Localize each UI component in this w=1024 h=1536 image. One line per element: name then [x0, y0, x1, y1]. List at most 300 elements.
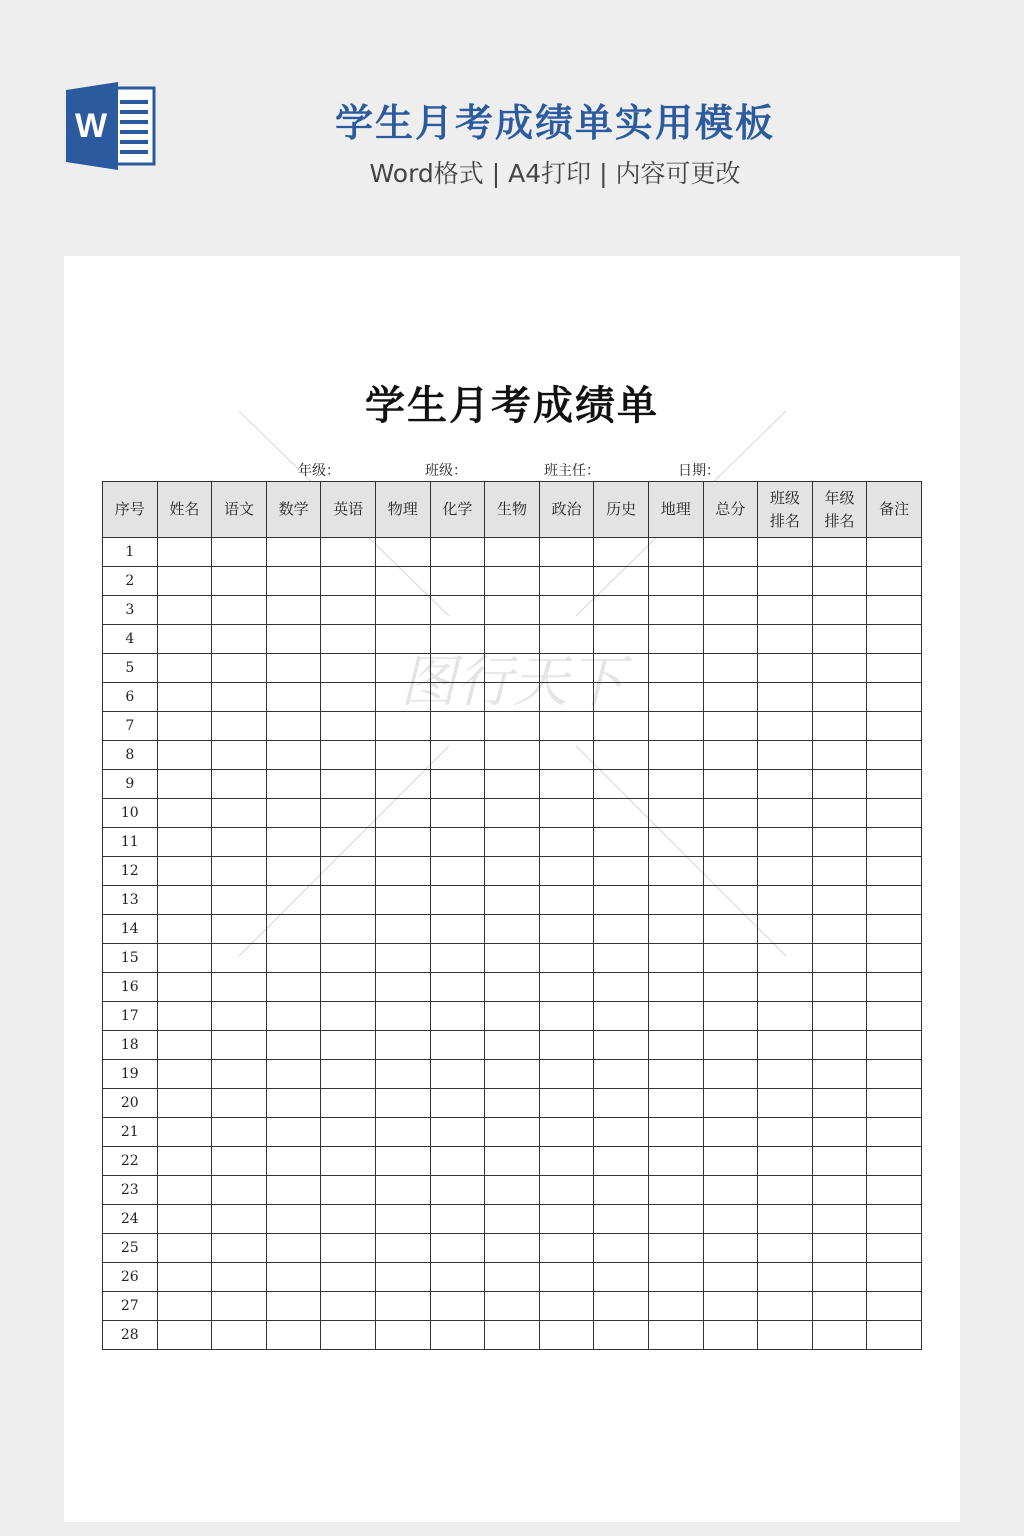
- table-cell: [648, 886, 703, 915]
- column-header-line: 班级: [769, 488, 800, 507]
- table-cell: [430, 973, 485, 1002]
- table-cell: [375, 683, 430, 712]
- table-cell: [375, 741, 430, 770]
- table-cell: [485, 625, 540, 654]
- table-cell: [321, 770, 376, 799]
- grade-label: 年级：: [298, 463, 340, 479]
- table-cell: [703, 712, 758, 741]
- table-cell: [485, 1205, 540, 1234]
- column-header: 语文: [212, 482, 267, 538]
- table-cell: [539, 625, 594, 654]
- table-cell: [212, 1031, 267, 1060]
- table-cell: [812, 915, 867, 944]
- table-cell: [430, 1118, 485, 1147]
- table-row: [103, 538, 922, 567]
- table-cell: [485, 944, 540, 973]
- table-cell: [157, 538, 212, 567]
- table-cell: [266, 1205, 321, 1234]
- table-cell: [430, 596, 485, 625]
- table-cell: [594, 857, 649, 886]
- table-cell: [430, 1321, 485, 1350]
- table-cell: [430, 567, 485, 596]
- table-cell: [212, 1060, 267, 1089]
- table-cell: [430, 1060, 485, 1089]
- row-number: 28: [103, 1321, 158, 1350]
- table-cell: [758, 828, 813, 857]
- table-cell: [594, 1060, 649, 1089]
- table-cell: [321, 596, 376, 625]
- table-cell: [648, 1263, 703, 1292]
- table-cell: [539, 1292, 594, 1321]
- table-cell: [867, 1292, 922, 1321]
- table-cell: [867, 1089, 922, 1118]
- table-row: [103, 1002, 922, 1031]
- table-cell: [266, 1002, 321, 1031]
- table-cell: [157, 1234, 212, 1263]
- row-number: 16: [103, 973, 158, 1002]
- table-cell: [539, 770, 594, 799]
- table-cell: [212, 1263, 267, 1292]
- row-number: 19: [103, 1060, 158, 1089]
- table-cell: [867, 915, 922, 944]
- table-cell: [266, 538, 321, 567]
- table-cell: [703, 770, 758, 799]
- table-cell: [703, 625, 758, 654]
- table-cell: [594, 683, 649, 712]
- table-cell: [867, 1060, 922, 1089]
- table-cell: [539, 596, 594, 625]
- table-cell: [266, 596, 321, 625]
- table-cell: [157, 1118, 212, 1147]
- table-cell: [485, 596, 540, 625]
- table-cell: [867, 828, 922, 857]
- table-cell: [758, 1002, 813, 1031]
- table-cell: [812, 1031, 867, 1060]
- table-cell: [321, 538, 376, 567]
- table-row: [103, 741, 922, 770]
- table-cell: [648, 944, 703, 973]
- table-cell: [594, 1205, 649, 1234]
- table-cell: [157, 799, 212, 828]
- table-cell: [375, 973, 430, 1002]
- table-cell: [375, 538, 430, 567]
- table-cell: [375, 1205, 430, 1234]
- table-cell: [867, 625, 922, 654]
- column-header-line: 年级: [824, 488, 855, 507]
- table-cell: [648, 915, 703, 944]
- table-cell: [375, 1292, 430, 1321]
- row-number: 5: [103, 654, 158, 683]
- table-cell: [375, 915, 430, 944]
- table-cell: [430, 1292, 485, 1321]
- table-cell: [594, 828, 649, 857]
- table-cell: [867, 1176, 922, 1205]
- table-cell: [321, 1002, 376, 1031]
- table-cell: [812, 886, 867, 915]
- table-row: [103, 625, 922, 654]
- table-cell: [867, 886, 922, 915]
- table-cell: [212, 1147, 267, 1176]
- table-cell: [212, 1118, 267, 1147]
- table-cell: [212, 1176, 267, 1205]
- table-cell: [594, 799, 649, 828]
- table-cell: [648, 1002, 703, 1031]
- table-cell: [266, 1118, 321, 1147]
- table-cell: [375, 1263, 430, 1292]
- table-cell: [212, 828, 267, 857]
- row-number: 6: [103, 683, 158, 712]
- table-cell: [758, 1263, 813, 1292]
- table-cell: [703, 1292, 758, 1321]
- table-cell: [539, 1205, 594, 1234]
- table-cell: [375, 1176, 430, 1205]
- table-cell: [430, 538, 485, 567]
- table-cell: [594, 596, 649, 625]
- table-cell: [212, 741, 267, 770]
- table-row: [103, 654, 922, 683]
- table-cell: [212, 799, 267, 828]
- table-cell: [266, 741, 321, 770]
- table-cell: [758, 625, 813, 654]
- table-cell: [703, 1234, 758, 1263]
- table-cell: [867, 799, 922, 828]
- table-cell: [812, 1205, 867, 1234]
- table-cell: [648, 1118, 703, 1147]
- table-cell: [867, 973, 922, 1002]
- row-number: 22: [103, 1147, 158, 1176]
- table-cell: [812, 973, 867, 1002]
- table-cell: [430, 654, 485, 683]
- table-cell: [758, 1118, 813, 1147]
- table-cell: [758, 915, 813, 944]
- table-cell: [648, 1205, 703, 1234]
- table-cell: [485, 712, 540, 741]
- column-header-line: 排名: [824, 511, 855, 530]
- table-cell: [867, 1002, 922, 1031]
- table-cell: [375, 654, 430, 683]
- table-cell: [430, 1176, 485, 1205]
- table-cell: [485, 770, 540, 799]
- table-cell: [430, 1205, 485, 1234]
- table-row: [103, 712, 922, 741]
- table-cell: [266, 828, 321, 857]
- table-cell: [375, 1321, 430, 1350]
- table-cell: [812, 567, 867, 596]
- table-cell: [430, 944, 485, 973]
- table-cell: [758, 1292, 813, 1321]
- table-cell: [594, 1118, 649, 1147]
- table-cell: [321, 1118, 376, 1147]
- row-number: 25: [103, 1234, 158, 1263]
- table-row: [103, 1060, 922, 1089]
- table-cell: [157, 857, 212, 886]
- table-cell: [703, 1176, 758, 1205]
- table-cell: [157, 944, 212, 973]
- table-cell: [485, 1060, 540, 1089]
- table-cell: [812, 1118, 867, 1147]
- score-table: [102, 481, 922, 1350]
- table-cell: [703, 828, 758, 857]
- table-cell: [703, 886, 758, 915]
- table-cell: [212, 915, 267, 944]
- row-number: 21: [103, 1118, 158, 1147]
- table-cell: [375, 1118, 430, 1147]
- table-cell: [430, 799, 485, 828]
- table-cell: [867, 596, 922, 625]
- table-cell: [430, 1263, 485, 1292]
- table-cell: [375, 1234, 430, 1263]
- table-cell: [212, 1002, 267, 1031]
- table-cell: [430, 770, 485, 799]
- table-cell: [867, 1118, 922, 1147]
- table-cell: [648, 567, 703, 596]
- table-cell: [321, 1031, 376, 1060]
- table-cell: [157, 1292, 212, 1321]
- table-cell: [157, 973, 212, 1002]
- table-cell: [212, 596, 267, 625]
- table-cell: [812, 1089, 867, 1118]
- table-cell: [758, 973, 813, 1002]
- row-number: 24: [103, 1205, 158, 1234]
- table-cell: [321, 654, 376, 683]
- table-cell: [321, 857, 376, 886]
- table-cell: [157, 828, 212, 857]
- table-cell: [375, 1002, 430, 1031]
- table-cell: [812, 1147, 867, 1176]
- table-body: [103, 538, 922, 1350]
- table-cell: [758, 857, 813, 886]
- template-banner: [0, 0, 1024, 255]
- table-cell: [321, 973, 376, 1002]
- table-cell: [867, 741, 922, 770]
- table-cell: [758, 683, 813, 712]
- column-header: 备注: [867, 482, 922, 538]
- table-cell: [375, 886, 430, 915]
- table-cell: [485, 1118, 540, 1147]
- table-cell: [758, 596, 813, 625]
- table-cell: [812, 1060, 867, 1089]
- table-cell: [758, 1089, 813, 1118]
- table-cell: [812, 1321, 867, 1350]
- table-cell: [539, 654, 594, 683]
- table-cell: [648, 1060, 703, 1089]
- table-cell: [430, 886, 485, 915]
- table-cell: [212, 567, 267, 596]
- table-row: [103, 1176, 922, 1205]
- table-cell: [157, 1089, 212, 1118]
- table-cell: [430, 625, 485, 654]
- table-cell: [157, 1205, 212, 1234]
- column-header: 英语: [321, 482, 376, 538]
- row-number: 18: [103, 1031, 158, 1060]
- table-cell: [539, 915, 594, 944]
- table-cell: [321, 1292, 376, 1321]
- table-cell: [703, 1118, 758, 1147]
- table-cell: [266, 1292, 321, 1321]
- column-header: 姓名: [157, 482, 212, 538]
- table-cell: [648, 625, 703, 654]
- table-cell: [157, 1321, 212, 1350]
- table-cell: [812, 1263, 867, 1292]
- table-cell: [212, 1292, 267, 1321]
- table-row: [103, 799, 922, 828]
- table-cell: [703, 683, 758, 712]
- table-row: [103, 973, 922, 1002]
- table-cell: [703, 654, 758, 683]
- table-cell: [539, 944, 594, 973]
- table-cell: [867, 770, 922, 799]
- table-cell: [867, 1234, 922, 1263]
- table-cell: [812, 1234, 867, 1263]
- table-cell: [539, 1321, 594, 1350]
- word-document-icon: [64, 80, 158, 172]
- table-cell: [594, 567, 649, 596]
- table-cell: [266, 886, 321, 915]
- table-cell: [375, 567, 430, 596]
- table-cell: [212, 944, 267, 973]
- table-cell: [212, 770, 267, 799]
- table-cell: [703, 596, 758, 625]
- table-cell: [867, 1263, 922, 1292]
- table-cell: [375, 1147, 430, 1176]
- table-cell: [539, 1031, 594, 1060]
- table-cell: [157, 596, 212, 625]
- table-cell: [758, 886, 813, 915]
- table-cell: [812, 1292, 867, 1321]
- table-cell: [157, 1031, 212, 1060]
- table-cell: [594, 741, 649, 770]
- table-cell: [758, 538, 813, 567]
- table-row: [103, 1292, 922, 1321]
- row-number: 1: [103, 538, 158, 567]
- table-cell: [430, 915, 485, 944]
- table-cell: [485, 973, 540, 1002]
- table-cell: [266, 1263, 321, 1292]
- table-cell: [648, 828, 703, 857]
- column-header: 历史: [594, 482, 649, 538]
- table-cell: [867, 538, 922, 567]
- table-cell: [430, 1002, 485, 1031]
- table-cell: [594, 1176, 649, 1205]
- table-cell: [430, 1147, 485, 1176]
- table-cell: [212, 654, 267, 683]
- table-cell: [430, 1089, 485, 1118]
- table-row: [103, 1321, 922, 1350]
- table-cell: [157, 1176, 212, 1205]
- table-cell: [648, 1147, 703, 1176]
- template-subtitle: Word格式 | A4打印 | 内容可更改: [369, 159, 741, 188]
- table-cell: [321, 915, 376, 944]
- row-number: 4: [103, 625, 158, 654]
- table-cell: [539, 886, 594, 915]
- table-cell: [812, 1002, 867, 1031]
- row-number: 17: [103, 1002, 158, 1031]
- table-cell: [321, 1234, 376, 1263]
- row-number: 8: [103, 741, 158, 770]
- table-cell: [375, 828, 430, 857]
- table-cell: [867, 567, 922, 596]
- table-cell: [157, 915, 212, 944]
- table-row: [103, 857, 922, 886]
- row-number: 10: [103, 799, 158, 828]
- row-number: 9: [103, 770, 158, 799]
- table-cell: [430, 1234, 485, 1263]
- table-cell: [157, 741, 212, 770]
- table-cell: [157, 886, 212, 915]
- row-number: 11: [103, 828, 158, 857]
- column-header: 政治: [539, 482, 594, 538]
- table-cell: [867, 944, 922, 973]
- table-cell: [758, 1031, 813, 1060]
- table-cell: [212, 1321, 267, 1350]
- table-cell: [539, 1060, 594, 1089]
- table-row: [103, 770, 922, 799]
- row-number: 2: [103, 567, 158, 596]
- table-cell: [212, 973, 267, 1002]
- table-row: [103, 1234, 922, 1263]
- table-cell: [375, 712, 430, 741]
- table-cell: [648, 799, 703, 828]
- table-cell: [157, 770, 212, 799]
- table-cell: [594, 915, 649, 944]
- table-cell: [758, 1321, 813, 1350]
- row-number: 27: [103, 1292, 158, 1321]
- table-cell: [594, 1234, 649, 1263]
- row-number: 7: [103, 712, 158, 741]
- table-cell: [157, 1002, 212, 1031]
- table-row: [103, 1205, 922, 1234]
- word-icon-letter: W: [74, 107, 108, 145]
- table-cell: [594, 944, 649, 973]
- table-cell: [703, 1002, 758, 1031]
- table-cell: [539, 712, 594, 741]
- table-cell: [758, 944, 813, 973]
- table-cell: [648, 770, 703, 799]
- column-header: 化学: [430, 482, 485, 538]
- table-cell: [485, 1234, 540, 1263]
- table-cell: [212, 712, 267, 741]
- table-cell: [703, 944, 758, 973]
- table-cell: [485, 1147, 540, 1176]
- table-cell: [867, 1031, 922, 1060]
- table-cell: [321, 712, 376, 741]
- table-cell: [539, 1234, 594, 1263]
- table-cell: [867, 712, 922, 741]
- table-cell: [485, 538, 540, 567]
- table-row: [103, 1031, 922, 1060]
- class-label: 班级：: [425, 463, 467, 479]
- column-header: [812, 482, 867, 538]
- table-cell: [539, 828, 594, 857]
- table-cell: [594, 538, 649, 567]
- table-cell: [321, 1147, 376, 1176]
- table-cell: [266, 915, 321, 944]
- table-cell: [212, 886, 267, 915]
- table-cell: [648, 538, 703, 567]
- table-cell: [758, 799, 813, 828]
- row-number: 20: [103, 1089, 158, 1118]
- table-cell: [539, 683, 594, 712]
- table-cell: [539, 1176, 594, 1205]
- table-cell: [430, 857, 485, 886]
- table-cell: [594, 1321, 649, 1350]
- date-label: 日期：: [678, 463, 720, 479]
- table-cell: [485, 1176, 540, 1205]
- table-cell: [485, 654, 540, 683]
- table-cell: [648, 857, 703, 886]
- table-cell: [375, 944, 430, 973]
- table-cell: [867, 1205, 922, 1234]
